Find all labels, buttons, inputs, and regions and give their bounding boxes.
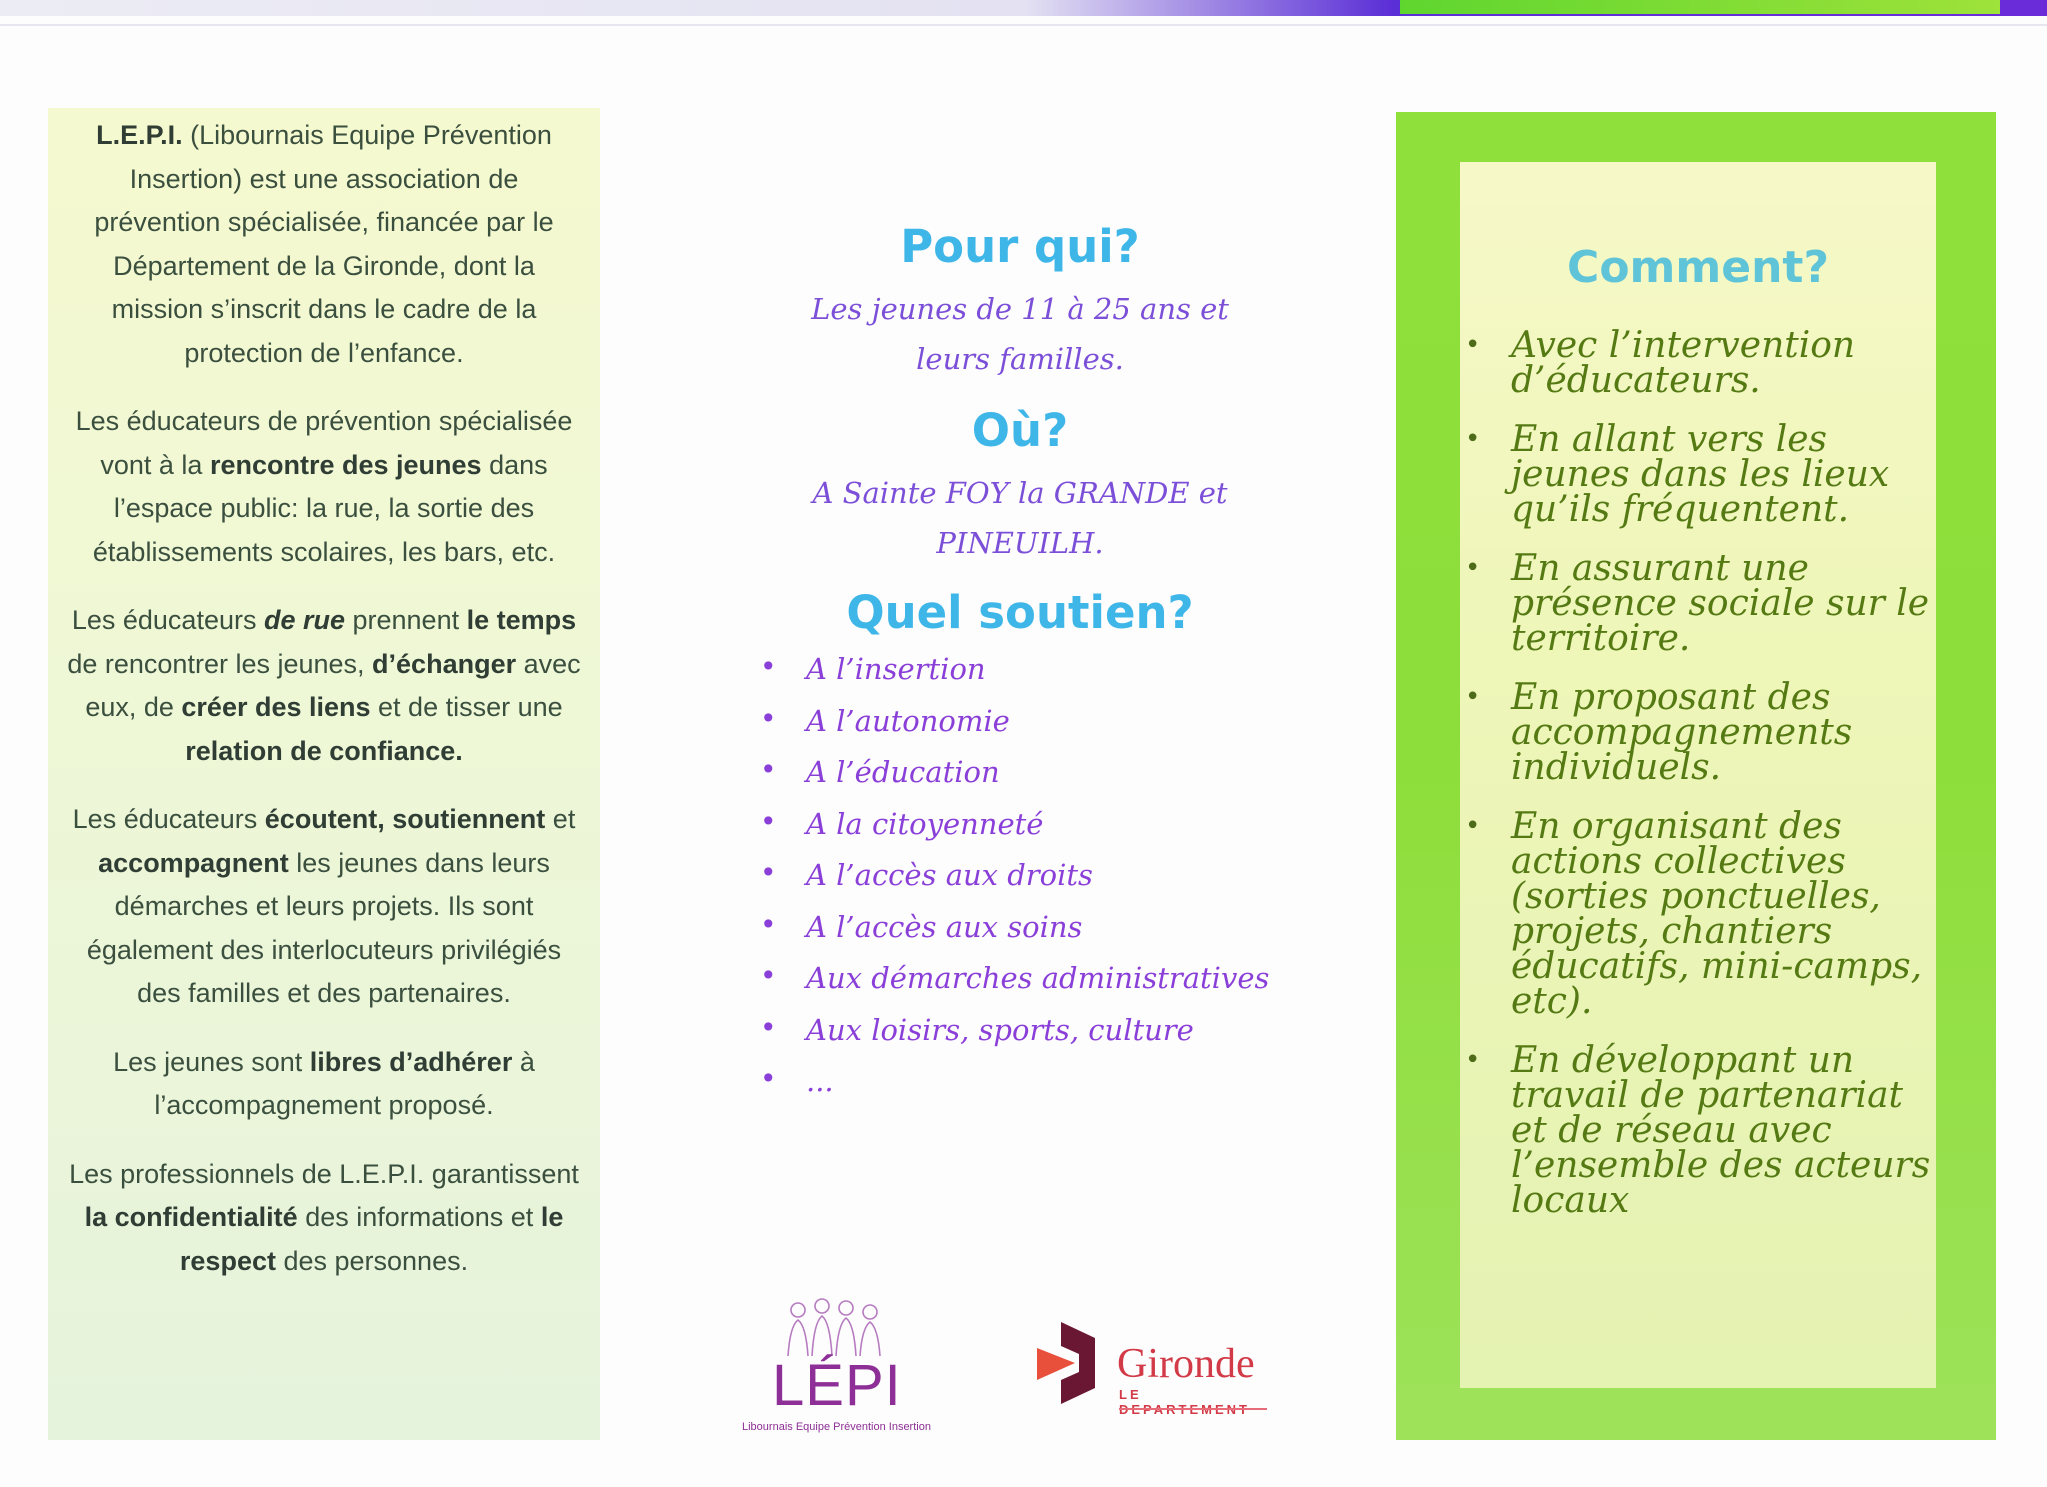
support-list [760,652,1360,1116]
text-run: le respect [179,1202,564,1276]
list-item: • A l’accès aux droits [760,858,1360,910]
ou-line-2: PINEUILH. [936,526,1104,560]
text-run: de rencontrer les jeunes, [67,648,373,679]
list-item: • ... [760,1064,1360,1116]
lepi-logo [742,1290,931,1440]
list-item: • En assurant une présence sociale sur le territoire. [1465,551,1935,656]
description-paragraph [64,798,584,1016]
list-item: • Aux démarches administratives [760,961,1360,1013]
text-run: écoutent, soutiennent [264,804,546,834]
heading-comment: Comment? [1567,242,1829,293]
text-run: de rue [263,605,345,635]
text-run: les jeunes dans leurs démarches et leurs projets. Ils sont également des interlocuteurs privilégiés des familles et des partenaires. [86,847,562,1008]
text-run: relation de confiance. [185,735,463,766]
list-item: • Aux loisirs, sports, culture [760,1013,1360,1065]
text-run: d’échanger [372,648,517,679]
people-figures-icon [780,1296,890,1360]
heading-pour-qui: Pour qui? [900,220,1140,273]
list-item: • Avec l’intervention d’éducateurs. [1465,328,1935,398]
list-item: • En développant un travail de partenariat et de réseau avec l’ensemble des acteurs locaux [1465,1043,1935,1218]
list-item: • En proposant des accompagnements individuels. [1465,680,1935,785]
list-item: • A la citoyenneté [760,807,1360,859]
list-item: • En allant vers les jeunes dans les lieux qu’ils fréquentent. [1465,422,1935,527]
text-run: des personnes. [275,1245,469,1276]
list-item: • A l’insertion [760,652,1360,704]
description-paragraph [64,114,584,375]
text-run: Les jeunes sont [113,1046,310,1077]
list-item: • A l’éducation [760,755,1360,807]
text-run: à l’accompagnement proposé. [154,1046,535,1120]
text-run: créer des liens [181,692,371,722]
gironde-emblem-icon [1035,1318,1111,1408]
text-run: le temps [466,605,577,635]
description-paragraph [64,400,584,574]
text-run: accompagnent [98,847,289,878]
gironde-underline [1119,1408,1267,1410]
text-run: rencontre des jeunes [209,449,482,480]
gironde-subtitle: LE [1119,1387,1142,1402]
text-run: prennent [345,605,467,635]
list-item: • A l’autonomie [760,704,1360,756]
pour-qui-line-1: Les jeunes de 11 à 25 ans et [811,292,1229,326]
gironde-wordmark: Gironde [1117,1341,1255,1387]
text-run: dans l’espace public: la rue, la sortie des établissements scolaires, les bars, etc. [92,449,556,567]
left-panel-description [48,108,600,1440]
text-run: la confidentialité [84,1202,298,1232]
text-run: Les éducateurs de prévention spécialisée vont à la [75,406,573,480]
list-item: • A l’accès aux soins [760,910,1360,962]
top-green-strip [1400,0,2000,14]
comment-list [1465,325,1935,1242]
text-run: L.E.P.I. [96,120,183,150]
ou-line-1: A Sainte FOY la GRANDE et [812,476,1228,510]
description-paragraph [64,599,584,773]
text-run: (Libournais Equipe Prévention Insertion) est une association de prévention spécialisée, financée par le Département de la Gironde, dont la mission s’inscrit dans le cadre de la protection de l’enfance. [94,120,554,368]
lepi-tagline: Libournais Equipe Prévention Insertion [742,1421,931,1433]
heading-ou: Où? [971,404,1069,457]
description-paragraph [64,1041,584,1128]
text-run: avec eux, de [85,648,581,722]
text-run: Les éducateurs [71,605,264,635]
pour-qui-line-2: leurs familles. [916,342,1124,376]
text-run: et de tisser une [370,692,563,722]
text-run: libres d’adhérer [309,1046,513,1077]
text-run: et [545,804,576,834]
text-run: des informations et [297,1202,541,1232]
heading-quel-soutien: Quel soutien? [846,586,1194,639]
text-run: Les professionnels de L.E.P.I. garantissent [69,1158,579,1189]
text-run: Les éducateurs [72,804,265,834]
middle-panel [690,0,1350,1487]
list-item: • En organisant des actions collectives (sorties ponctuelles, projets, chantiers éducatifs, mini-camps, etc). [1465,809,1935,1019]
lepi-wordmark: LÉPI [772,1353,902,1418]
description-paragraph [64,1153,584,1284]
gironde-logo [1035,1310,1275,1420]
